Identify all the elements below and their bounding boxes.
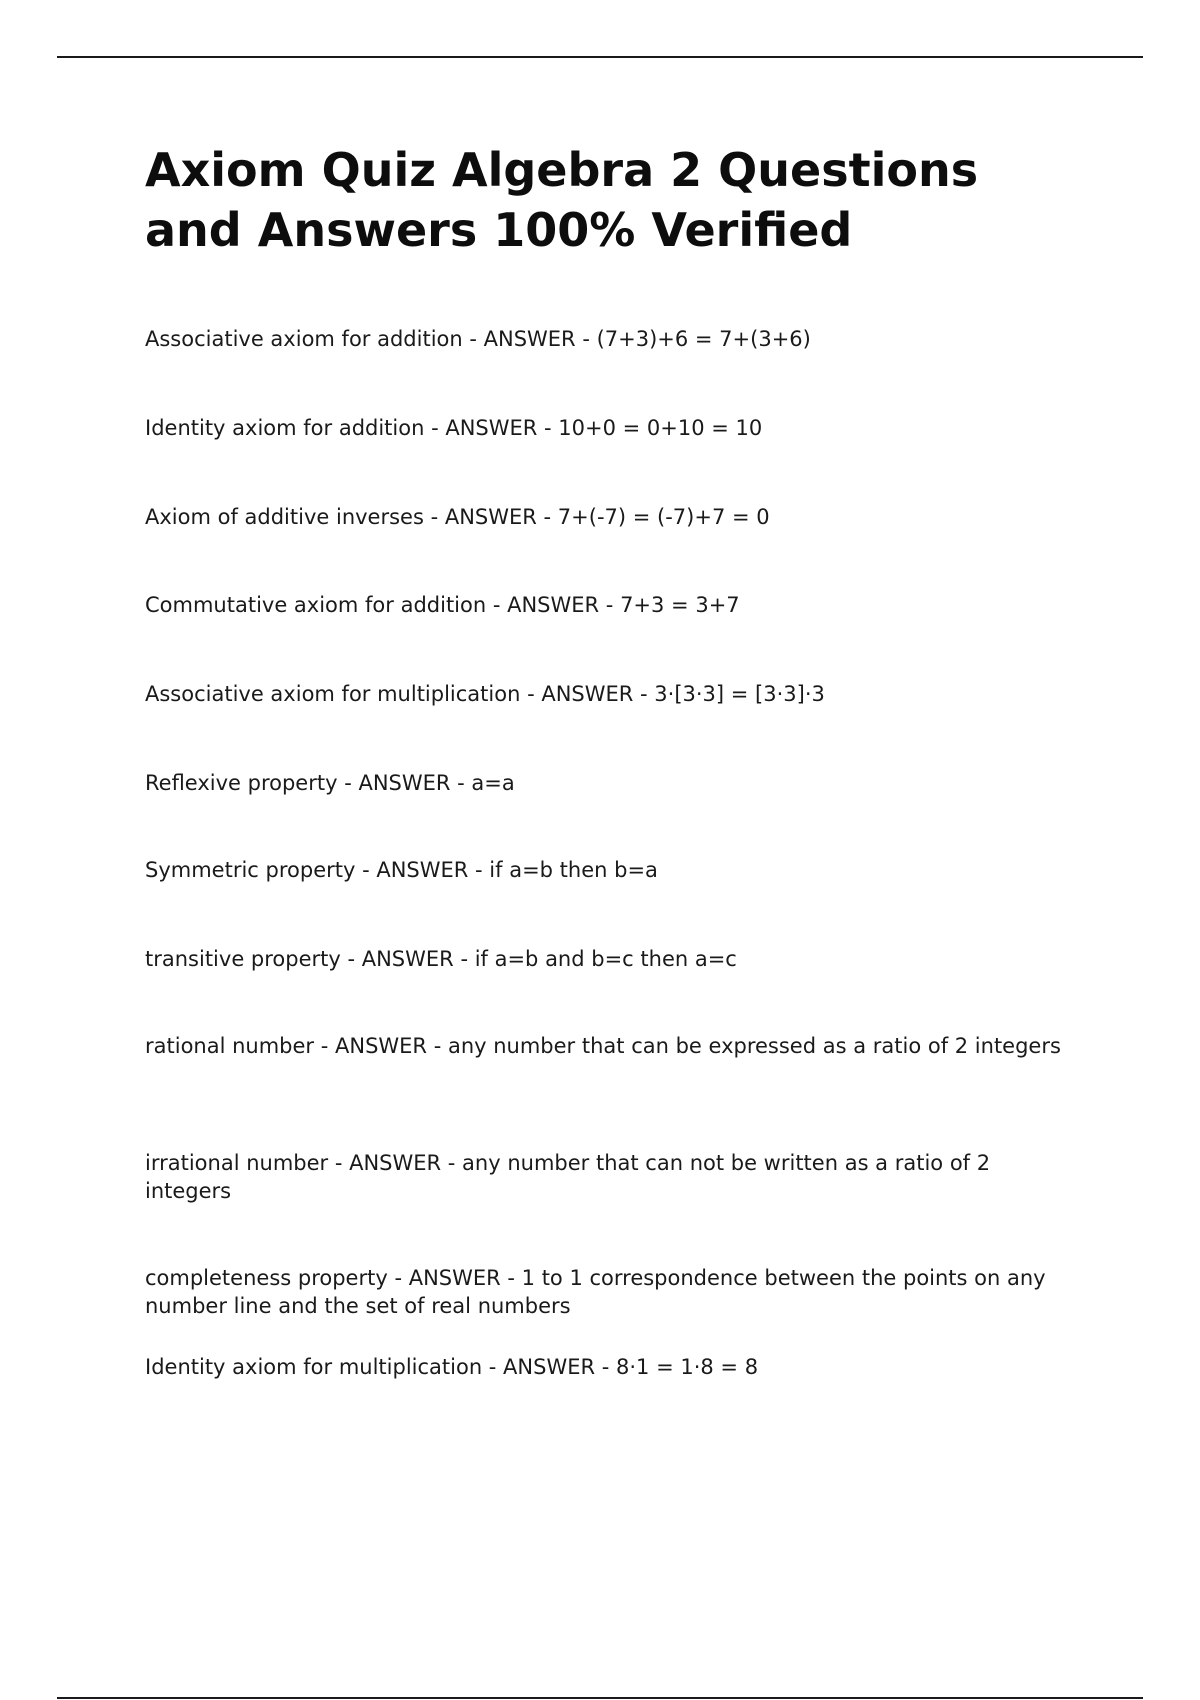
document-title: Axiom Quiz Algebra 2 Questions and Answers 100% Verified (145, 143, 979, 257)
qa-item: Axiom of additive inverses - ANSWER - 7+(-7) = (-7)+7 = 0 (145, 505, 770, 529)
qa-item: Associative axiom for addition - ANSWER - (7+3)+6 = 7+(3+6) (145, 327, 811, 351)
qa-item: irrational number - ANSWER - any number that can not be written as a ratio of 2 integers (145, 1151, 991, 1203)
qa-item: Identity axiom for multiplication - ANSWER - 8·1 = 1·8 = 8 (145, 1355, 759, 1379)
document-body (145, 140, 1075, 1379)
top-divider (57, 56, 1143, 58)
qa-item: Symmetric property - ANSWER - if a=b then b=a (145, 858, 658, 882)
qa-item: Associative axiom for multiplication - ANSWER - 3·[3·3] = [3·3]·3 (145, 682, 825, 706)
qa-item: Commutative axiom for addition - ANSWER - 7+3 = 3+7 (145, 593, 740, 617)
qa-item: Identity axiom for addition - ANSWER - 10+0 = 0+10 = 10 (145, 416, 763, 440)
qa-item: rational number - ANSWER - any number that can be expressed as a ratio of 2 integers (145, 1034, 1061, 1058)
qa-item: transitive property - ANSWER - if a=b and b=c then a=c (145, 947, 737, 971)
qa-item: Reflexive property - ANSWER - a=a (145, 771, 515, 795)
qa-item: completeness property - ANSWER - 1 to 1 correspondence between the points on any number line and the set of real numbers (145, 1266, 1046, 1318)
bottom-divider (57, 1697, 1143, 1699)
